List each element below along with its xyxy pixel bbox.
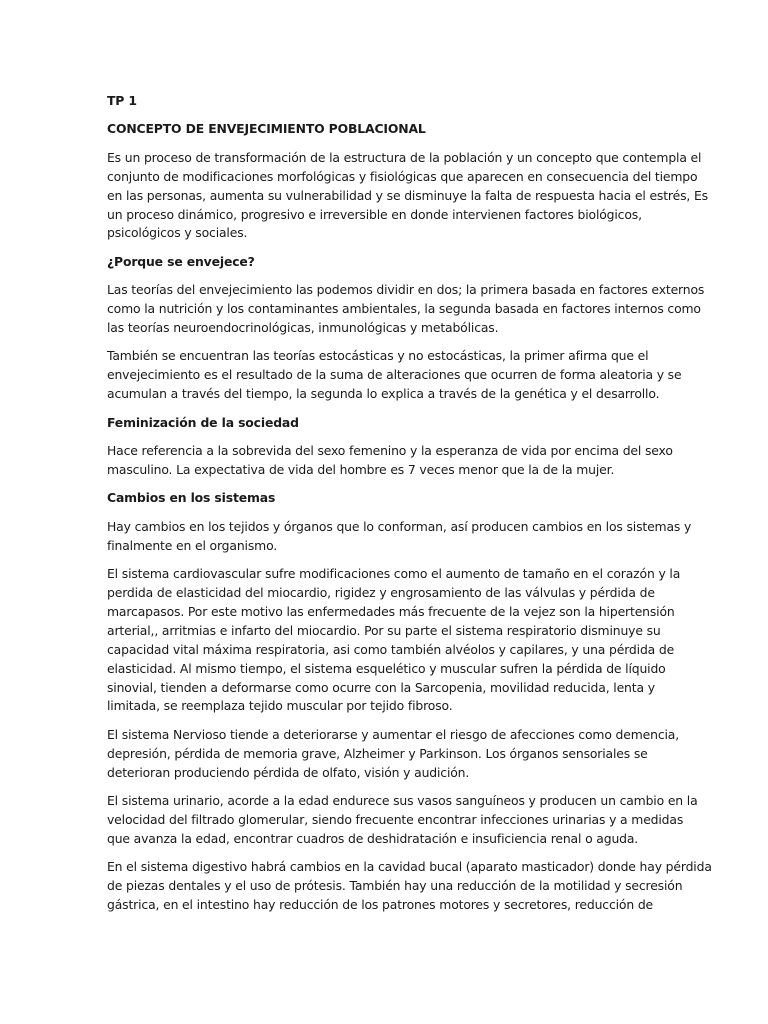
paragraph-line: El sistema urinario, acorde a la edad endurece sus vasos sanguíneos y producen un cambio en la <box>107 793 698 809</box>
paragraph-line: El sistema cardiovascular sufre modificaciones como el aumento de tamaño en el corazón y la <box>107 566 681 582</box>
paragraph-line: sinovial, tienden a deformarse como ocurre con la Sarcopenia, movilidad reducida, lenta y <box>107 679 655 695</box>
intro-paragraph <box>107 149 708 244</box>
digestive-system-paragraph <box>107 858 712 915</box>
paragraph-line: arterial,, arritmias e infarto del miocardio. Por su parte el sistema respiratorio disminuye su <box>107 622 661 638</box>
paragraph-line: Las teorías del envejecimiento las podemos dividir en dos; la primera basada en factores externos <box>107 282 705 298</box>
paragraph-line: las teorías neuroendocrinológicas, inmunológicas y metabólicas. <box>107 320 499 336</box>
paragraph-line: Es un proceso de transformación de la estructura de la población y un concepto que contempla el <box>107 149 702 165</box>
nervous-system-paragraph <box>107 726 680 783</box>
paragraph-line: deterioran produciendo pérdida de olfato, visión y audición. <box>107 764 470 780</box>
paragraph-line: También se encuentran las teorías estocásticas y no estocásticas, la primer afirma que el <box>107 348 649 364</box>
paragraph-line: finalmente en el organismo. <box>107 537 278 553</box>
paragraph-line: En el sistema digestivo habrá cambios en la cavidad bucal (aparato masticador) donde hay pérdida <box>107 859 712 875</box>
section-heading-cambios <box>107 489 663 508</box>
heading-text: Feminización de la sociedad <box>107 414 299 430</box>
paragraph-line: que avanza la edad, encontrar cuadros de deshidratación e insuficiencia renal o aguda. <box>107 830 639 846</box>
main-title <box>107 120 663 139</box>
paragraph-line: como la nutrición y los contaminantes ambientales, la segunda basada en factores internos como <box>107 301 701 317</box>
paragraph-line: perdida de elasticidad del miocardio, rigidez y engrosamiento de las válvulas y pérdida de <box>107 585 655 601</box>
heading-text: ¿Porque se envejece? <box>107 253 255 269</box>
paragraph-line: limitada, se reemplaza tejido muscular por tejido fibroso. <box>107 698 453 714</box>
document-body <box>107 92 712 925</box>
paragraph-line: capacidad vital máxima respiratoria, asi como también alvéolos y capilares, y una pérdida de <box>107 641 675 657</box>
cardiovascular-paragraph <box>107 565 681 716</box>
paragraph-line: de piezas dentales y el uso de prótesis. También hay una reducción de la motilidad y secresión <box>107 878 683 894</box>
heading-text: CONCEPTO DE ENVEJECIMIENTO POBLACIONAL <box>107 121 426 137</box>
paragraph-line: psicológicos y sociales. <box>107 225 248 241</box>
feminization-paragraph <box>107 442 673 480</box>
paragraph-line: Hace referencia a la sobrevida del sexo femenino y la esperanza de vida por encima del sexo <box>107 443 673 459</box>
section-heading-feminizacion <box>107 414 663 433</box>
paragraph-line: en las personas, aumenta su vulnerabilidad y se disminuye la falta de respuesta hacia el estrés, Es <box>107 187 708 203</box>
doc-label <box>107 92 663 111</box>
paragraph-line: conjunto de modificaciones morfológicas y fisiológicas que aparecen en consecuencia del tiempo <box>107 168 698 184</box>
heading-text: TP 1 <box>107 93 137 108</box>
stochastic-paragraph <box>107 347 682 404</box>
section-heading-porque <box>107 253 663 272</box>
heading-text: Cambios en los sistemas <box>107 490 276 506</box>
changes-intro-paragraph <box>107 518 692 556</box>
paragraph-line: depresión, pérdida de memoria grave, Alzheimer y Parkinson. Los órganos sensoriales se <box>107 745 648 761</box>
paragraph-line: marcapasos. Por este motivo las enfermedades más frecuente de la vejez son la hipertensión <box>107 603 675 619</box>
paragraph-line: Hay cambios en los tejidos y órganos que lo conforman, así producen cambios en los sistemas y <box>107 518 692 534</box>
paragraph-line: El sistema Nervioso tiende a deteriorarse y aumentar el riesgo de afecciones como demencia, <box>107 726 680 742</box>
paragraph-line: un proceso dinámico, progresivo e irreversible en donde intervienen factores biológicos, <box>107 206 642 222</box>
paragraph-line: acumulan a través del tiempo, la segunda lo explica a través de la genética y el desarrollo. <box>107 386 660 402</box>
paragraph-line: envejecimiento es el resultado de la suma de alteraciones que ocurren de forma aleatoria y se <box>107 367 682 383</box>
theories-paragraph <box>107 281 705 338</box>
paragraph-line: masculino. La expectativa de vida del hombre es 7 veces menor que la de la mujer. <box>107 462 615 477</box>
paragraph-line: elasticidad. Al mismo tiempo, el sistema esquelético y muscular sufren la pérdida de líquido <box>107 660 666 676</box>
urinary-system-paragraph <box>107 792 698 849</box>
paragraph-line: velocidad del filtrado glomerular, siendo frecuente encontrar infecciones urinarias y a medidas <box>107 812 684 827</box>
paragraph-line: gástrica, en el intestino hay reducción de los patrones motores y secretores, reducción de <box>107 897 654 913</box>
